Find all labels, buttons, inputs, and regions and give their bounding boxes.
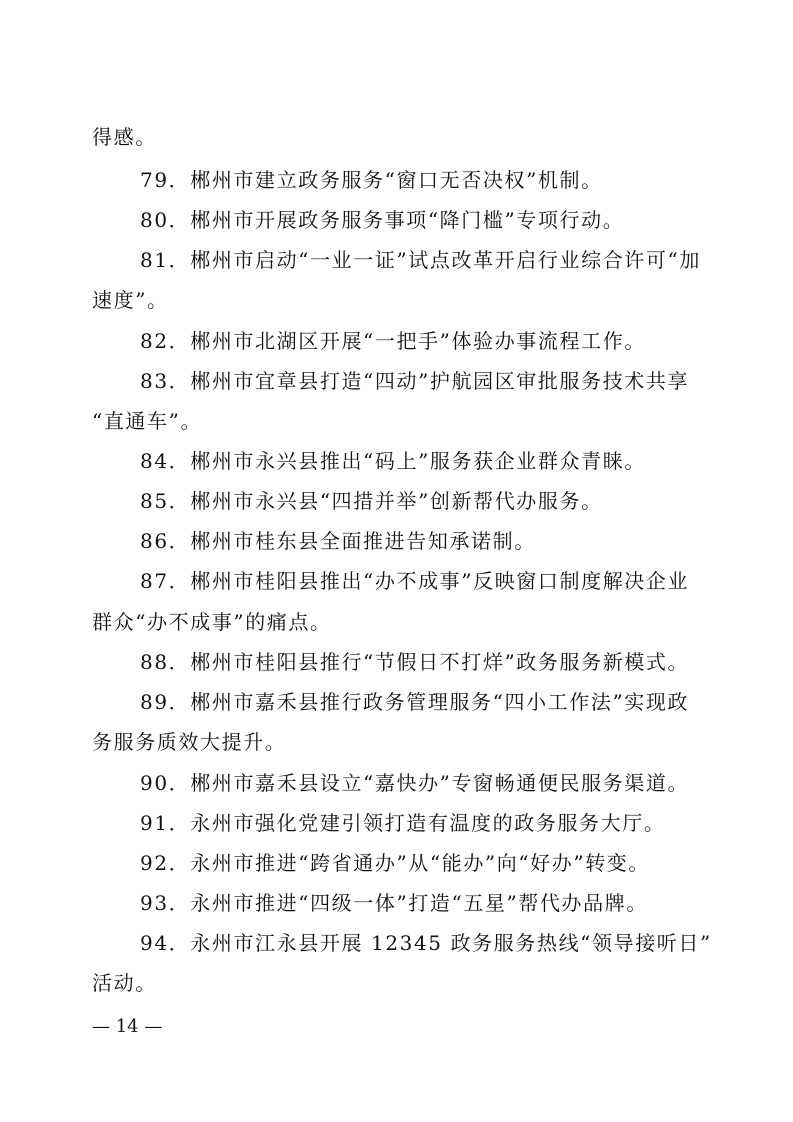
page-number: — 14 —	[92, 1016, 163, 1037]
list-item-87: 87．郴州市桂阳县推出“办不成事”反映窗口制度解决企业	[140, 569, 690, 593]
list-item-94: 94．永州市江永县开展 12345 政务服务热线“领导接听日”	[140, 931, 712, 955]
list-item-89: 89．郴州市嘉禾县推行政务管理服务“四小工作法”实现政	[140, 690, 690, 714]
text-line-continuation: 得感。	[92, 125, 157, 149]
list-item-90: 90．郴州市嘉禾县设立“嘉快办”专窗畅通便民服务渠道。	[140, 771, 690, 795]
list-item-81: 81．郴州市启动“一业一证”试点改革开启行业综合许可“加	[140, 248, 701, 272]
list-item-94-continuation: 活动。	[92, 971, 157, 995]
list-item-85: 85．郴州市永兴县“四措并举”创新帮代办服务。	[140, 489, 603, 513]
list-item-86: 86．郴州市桂东县全面推进告知承诺制。	[140, 529, 536, 553]
list-item-88: 88．郴州市桂阳县推行“节假日不打烊”政务服务新模式。	[140, 650, 690, 674]
list-item-82: 82．郴州市北湖区开展“一把手”体验办事流程工作。	[140, 329, 646, 353]
list-item-89-continuation: 务服务质效大提升。	[92, 730, 287, 754]
list-item-84: 84．郴州市永兴县推出“码上”服务获企业群众青睐。	[140, 449, 646, 473]
list-item-83-continuation: “直通车”。	[92, 409, 203, 433]
list-item-83: 83．郴州市宜章县打造“四动”护航园区审批服务技术共享	[140, 369, 690, 393]
list-item-92: 92．永州市推进“跨省通办”从“能办”向“好办”转变。	[140, 851, 650, 875]
list-item-80: 80．郴州市开展政务服务事项“降门槛”专项行动。	[140, 208, 625, 232]
list-item-93: 93．永州市推进“四级一体”打造“五星”帮代办品牌。	[140, 891, 648, 915]
list-item-87-continuation: 群众“办不成事”的痛点。	[92, 610, 332, 634]
list-item-91: 91．永州市强化党建引领打造有温度的政务服务大厅。	[140, 811, 666, 835]
list-item-79: 79．郴州市建立政务服务“窗口无否决权”机制。	[140, 168, 603, 192]
list-item-81-continuation: 速度”。	[92, 288, 169, 312]
